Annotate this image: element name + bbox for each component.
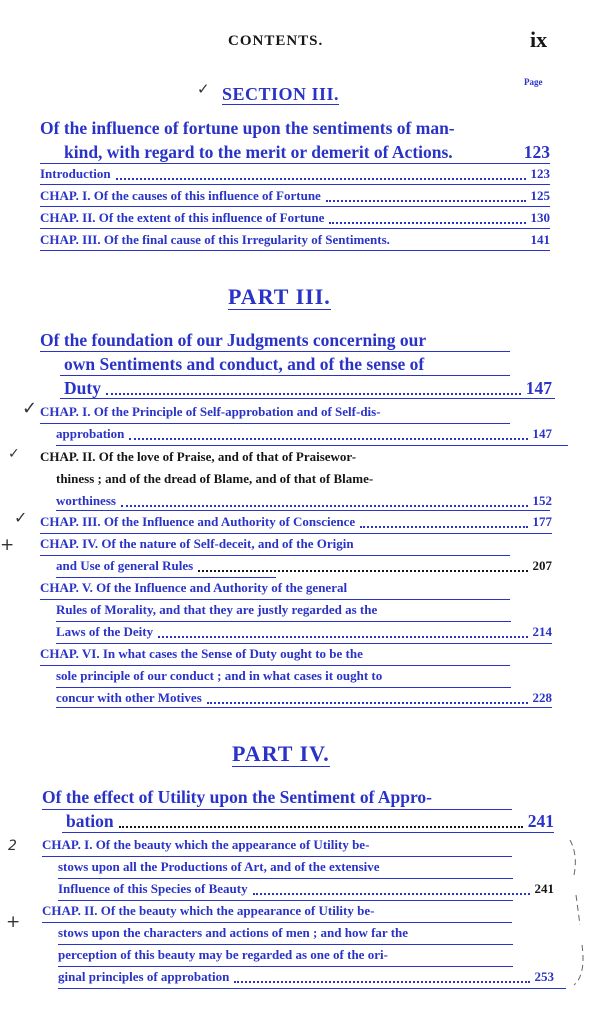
entry-text: thiness ; and of the dread of Blame, and of that of Blame-: [56, 471, 374, 486]
tick-mark-icon: ✓: [14, 508, 28, 527]
entry-text: concur with other Motives: [56, 690, 202, 705]
part-title-line: own Sentiments and conduct, and of the sense of: [64, 354, 425, 374]
toc-entry[interactable]: [40, 185, 550, 207]
toc-entry[interactable]: [40, 229, 550, 251]
entry-page: 214: [532, 624, 552, 639]
margin-bracket-icon: [560, 835, 600, 995]
entry-text: CHAP. III. Of the final cause of this Irregularity of Sentiments.: [40, 232, 390, 247]
section-title-line: Of the influence of fortune upon the sentiments of man-: [40, 118, 455, 138]
tick-mark-icon: ✓: [8, 446, 20, 462]
entry-text: CHAP. I. Of the causes of this influence of Fortune: [40, 188, 321, 203]
section-heading: SECTION III.: [222, 84, 340, 104]
entry-page: 228: [532, 690, 552, 705]
section-title-page: 123: [523, 142, 550, 162]
entry-page: 141: [530, 232, 550, 247]
page-column-label: Page: [524, 77, 543, 87]
part-title: [40, 328, 552, 400]
entry-text: perception of this beauty may be regarded as one of the ori-: [58, 947, 388, 962]
tick-mark-icon: ✓: [197, 80, 210, 98]
part-title-page: 241: [527, 811, 554, 831]
entry-text: CHAP. I. Of the beauty which the appearance of Utility be-: [42, 837, 370, 852]
part-title-line: Of the foundation of our Judgments concerning our: [40, 330, 427, 350]
entry-text: CHAP. I. Of the Principle of Self-approbation and of Self-dis-: [40, 404, 381, 419]
entry-text: and Use of general Rules: [56, 558, 194, 573]
page-folio: ix: [530, 27, 548, 52]
entry-text: CHAP. II. Of the extent of this influence of Fortune: [40, 210, 325, 225]
entry-text: ginal principles of approbation: [58, 969, 230, 984]
part-title-page: 147: [525, 378, 552, 398]
section-title: [40, 116, 550, 164]
entry-page: 123: [530, 166, 550, 181]
tick-mark-icon: ✓: [22, 398, 38, 419]
entry-page: 207: [532, 558, 552, 573]
entry-page: 241: [534, 881, 554, 896]
toc-entry-chap3[interactable]: [40, 511, 552, 533]
entry-text: sole principle of our conduct ; and in what cases it ought to: [56, 668, 383, 683]
entry-page: 147: [532, 426, 552, 441]
entry-text: stows upon the characters and actions of men ; and how far the: [58, 925, 409, 940]
entry-text: Introduction: [40, 166, 111, 181]
entry-page: 253: [534, 969, 554, 984]
cross-mark-icon: +: [0, 535, 15, 555]
entry-text: CHAP. VI. In what cases the Sense of Duty ought to be the: [40, 646, 363, 661]
toc-entry-chap1[interactable]: [42, 834, 554, 900]
part-title-line: bation: [66, 811, 114, 831]
entry-page: 177: [532, 514, 552, 529]
section-title-line: kind, with regard to the merit or demerit of Actions.: [64, 142, 453, 162]
part-title-line: Of the effect of Utility upon the Sentiment of Appro-: [42, 787, 432, 807]
entry-page: 152: [532, 493, 552, 508]
entry-text: CHAP. V. Of the Influence and Authority of the general: [40, 580, 348, 595]
toc-entry-chap6[interactable]: [40, 643, 552, 709]
part-title-line: Duty: [64, 378, 101, 398]
toc-entry-chap5[interactable]: [40, 577, 552, 643]
marginal-number-mark-icon: 2: [8, 838, 17, 854]
cross-mark-icon: +: [6, 912, 21, 932]
part-heading: PART IV.: [232, 741, 330, 766]
toc-entry[interactable]: [40, 163, 550, 185]
entry-text: CHAP. II. Of the beauty which the appearance of Utility be-: [42, 903, 375, 918]
entry-page: 130: [530, 210, 550, 225]
entry-text: CHAP. II. Of the love of Praise, and of that of Praisewor-: [40, 449, 357, 464]
entry-page: 125: [530, 188, 550, 203]
entry-text: Laws of the Deity: [56, 624, 154, 639]
running-head-title: CONTENTS.: [228, 33, 324, 49]
entry-text: Influence of this Species of Beauty: [58, 881, 248, 896]
entry-text: Rules of Morality, and that they are justly regarded as the: [56, 602, 378, 617]
entry-text: CHAP. III. Of the Influence and Authority of Conscience: [40, 514, 356, 529]
section-entries: [40, 163, 550, 251]
toc-entry-chap2[interactable]: [40, 446, 552, 512]
entry-text: CHAP. IV. Of the nature of Self-deceit, and of the Origin: [40, 536, 354, 551]
entry-text: worthiness: [56, 493, 116, 508]
entry-text: approbation: [56, 426, 125, 441]
entry-text: stows upon all the Productions of Art, and of the extensive: [58, 859, 380, 874]
part-heading: PART III.: [228, 284, 331, 309]
toc-entry[interactable]: [40, 207, 550, 229]
